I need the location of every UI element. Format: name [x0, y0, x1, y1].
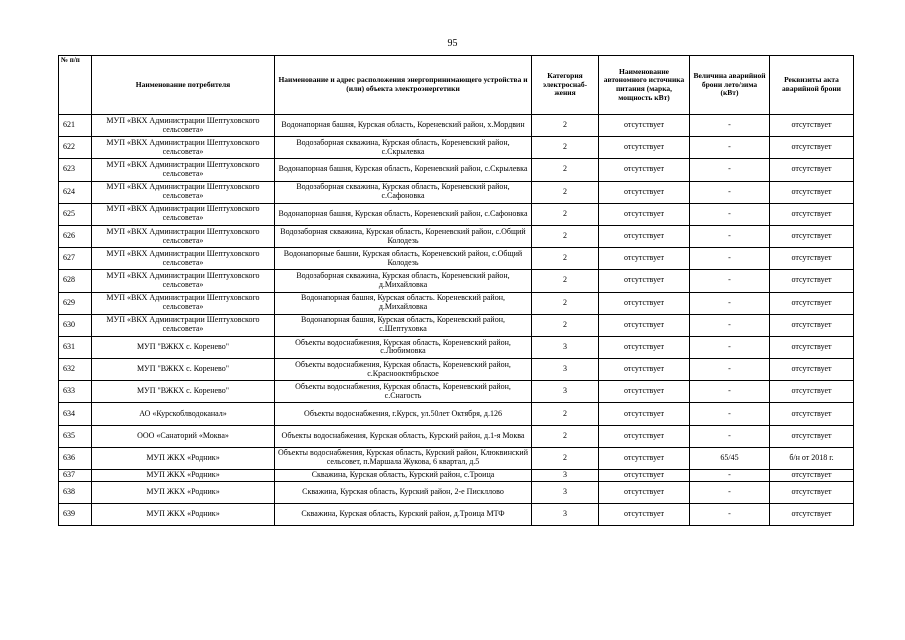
cell-reserve: -: [690, 137, 770, 159]
cell-act: отсутствует: [770, 336, 854, 358]
cell-act: отсутствует: [770, 203, 854, 225]
cell-autonomous-source: отсутствует: [599, 248, 690, 270]
cell-reserve: -: [690, 504, 770, 526]
cell-reserve: -: [690, 425, 770, 447]
cell-autonomous-source: отсутствует: [599, 403, 690, 425]
cell-number: 622: [59, 137, 92, 159]
cell-object: Скважина, Курская область, Курский район, 2-е Пискллово: [275, 482, 532, 504]
cell-act: отсутствует: [770, 225, 854, 247]
cell-object: Скважина, Курская область, Курский район, с.Троица: [275, 470, 532, 482]
header-object: Наименование и адрес расположения энергопринимающего устройства и (или) объекта электроэнергетики: [275, 56, 532, 115]
cell-category: 2: [532, 203, 599, 225]
table-row: [59, 381, 854, 403]
cell-autonomous-source: отсутствует: [599, 381, 690, 403]
cell-consumer: МУП «ВКХ Администрации Шептуховского сельсовета»: [92, 137, 275, 159]
table-row: [59, 425, 854, 447]
cell-number: 634: [59, 403, 92, 425]
cell-consumer: МУП «ВКХ Администрации Шептуховского сельсовета»: [92, 115, 275, 137]
cell-object: Водозаборная скважина, Курская область, Кореневский район, с.Общий Колодезь: [275, 225, 532, 247]
cell-object: Водозаборная скважина, Курская область, Кореневский район, с.Скрылевка: [275, 137, 532, 159]
cell-act: отсутствует: [770, 314, 854, 336]
cell-category: 2: [532, 137, 599, 159]
table-row: [59, 336, 854, 358]
cell-act: отсутствует: [770, 181, 854, 203]
cell-consumer: МУП ЖКХ «Родник»: [92, 504, 275, 526]
cell-act: отсутствует: [770, 359, 854, 381]
table-row: [59, 248, 854, 270]
cell-object: Объекты водоснабжения, Курская область, Кореневский район, с.Любимовка: [275, 336, 532, 358]
cell-number: 635: [59, 425, 92, 447]
cell-autonomous-source: отсутствует: [599, 336, 690, 358]
cell-object: Скважина, Курская область, Курский район, д.Троица МТФ: [275, 504, 532, 526]
cell-reserve: -: [690, 292, 770, 314]
table-row: [59, 359, 854, 381]
cell-autonomous-source: отсутствует: [599, 447, 690, 469]
cell-reserve: -: [690, 314, 770, 336]
cell-number: 637: [59, 470, 92, 482]
cell-object: Водонапорные башни, Курская область, Кореневский район, с.Общий Колодезь: [275, 248, 532, 270]
cell-consumer: МУП «ВКХ Администрации Шептуховского сельсовета»: [92, 314, 275, 336]
cell-autonomous-source: отсутствует: [599, 482, 690, 504]
cell-reserve: -: [690, 270, 770, 292]
cell-object: Объекты водоснабжения, Курская область, Кореневский район, с.Краснооктябрьское: [275, 359, 532, 381]
cell-consumer: МУП ЖКХ «Родник»: [92, 447, 275, 469]
cell-autonomous-source: отсутствует: [599, 115, 690, 137]
table-row: [59, 181, 854, 203]
cell-number: 630: [59, 314, 92, 336]
cell-number: 636: [59, 447, 92, 469]
cell-category: 3: [532, 336, 599, 358]
cell-category: 3: [532, 359, 599, 381]
cell-autonomous-source: отсутствует: [599, 359, 690, 381]
cell-category: 3: [532, 470, 599, 482]
cell-object: Водонапорная башня, Курская область, Кореневский район, с.Скрылевка: [275, 159, 532, 181]
cell-category: 2: [532, 248, 599, 270]
cell-consumer: МУП «ВКХ Администрации Шептуховского сельсовета»: [92, 248, 275, 270]
table-row: [59, 270, 854, 292]
cell-category: 2: [532, 403, 599, 425]
table-row: [59, 403, 854, 425]
cell-number: 639: [59, 504, 92, 526]
header-autonomous-source: Наименование автономного источника питания (марка, мощность кВт): [599, 56, 690, 115]
cell-autonomous-source: отсутствует: [599, 425, 690, 447]
cell-act: отсутствует: [770, 270, 854, 292]
table-row: [59, 470, 854, 482]
table-row: [59, 504, 854, 526]
cell-reserve: -: [690, 403, 770, 425]
cell-act: отсутствует: [770, 403, 854, 425]
table-row: [59, 203, 854, 225]
header-number: № п/п: [59, 56, 92, 115]
table-row: [59, 314, 854, 336]
cell-object: Водозаборная скважина, Курская область, Кореневский район, д.Михайловка: [275, 270, 532, 292]
table-row: [59, 137, 854, 159]
cell-category: 3: [532, 482, 599, 504]
cell-reserve: -: [690, 248, 770, 270]
header-act: Реквизиты акта аварийной брони: [770, 56, 854, 115]
cell-number: 638: [59, 482, 92, 504]
cell-act: отсутствует: [770, 137, 854, 159]
cell-consumer: МУП ЖКХ «Родник»: [92, 482, 275, 504]
cell-consumer: МУП «ВКХ Администрации Шептуховского сельсовета»: [92, 181, 275, 203]
cell-category: 2: [532, 425, 599, 447]
table-row: [59, 115, 854, 137]
cell-reserve: -: [690, 115, 770, 137]
cell-category: 2: [532, 292, 599, 314]
header-category: Категория электроснаб-жения: [532, 56, 599, 115]
cell-object: Объекты водоснабжения, Курская область, Курский район, Клюквинский сельсовет, п.Маршала Жукова, 6 квартал, д.5: [275, 447, 532, 469]
cell-reserve: 65/45: [690, 447, 770, 469]
cell-category: 2: [532, 447, 599, 469]
table-row: [59, 225, 854, 247]
cell-category: 2: [532, 314, 599, 336]
cell-reserve: -: [690, 159, 770, 181]
cell-autonomous-source: отсутствует: [599, 137, 690, 159]
cell-act: отсутствует: [770, 381, 854, 403]
page-number: 95: [447, 38, 458, 49]
cell-act: отсутствует: [770, 482, 854, 504]
cell-consumer: МУП «ВКХ Администрации Шептуховского сельсовета»: [92, 203, 275, 225]
cell-act: отсутствует: [770, 292, 854, 314]
cell-act: отсутствует: [770, 115, 854, 137]
cell-number: 621: [59, 115, 92, 137]
cell-consumer: МУП «ВКХ Администрации Шептуховского сельсовета»: [92, 270, 275, 292]
cell-reserve: -: [690, 381, 770, 403]
table-row: [59, 482, 854, 504]
cell-number: 627: [59, 248, 92, 270]
cell-act: отсутствует: [770, 504, 854, 526]
cell-object: Водозаборная скважина, Курская область, Кореневский район, с.Сафоновка: [275, 181, 532, 203]
cell-reserve: -: [690, 181, 770, 203]
table-row: [59, 292, 854, 314]
cell-number: 623: [59, 159, 92, 181]
cell-autonomous-source: отсутствует: [599, 203, 690, 225]
cell-consumer: МУП "ВЖКХ с. Коренево": [92, 336, 275, 358]
cell-autonomous-source: отсутствует: [599, 159, 690, 181]
cell-consumer: МУП "ВЖКХ с. Коренево": [92, 381, 275, 403]
cell-category: 2: [532, 181, 599, 203]
cell-consumer: МУП «ВКХ Администрации Шептуховского сельсовета»: [92, 159, 275, 181]
cell-category: 3: [532, 504, 599, 526]
cell-reserve: -: [690, 470, 770, 482]
cell-autonomous-source: отсутствует: [599, 504, 690, 526]
cell-autonomous-source: отсутствует: [599, 292, 690, 314]
cell-object: Объекты водоснабжения, Курская область, Курский район, д.1-я Моква: [275, 425, 532, 447]
cell-consumer: МУП «ВКХ Администрации Шептуховского сельсовета»: [92, 292, 275, 314]
cell-reserve: -: [690, 359, 770, 381]
cell-consumer: МУП "ВЖКХ с. Коренево": [92, 359, 275, 381]
cell-object: Водонапорная башня, Курская область, Кореневский район, с.Сафоновка: [275, 203, 532, 225]
cell-act: б/н от 2018 г.: [770, 447, 854, 469]
cell-act: отсутствует: [770, 159, 854, 181]
cell-act: отсутствует: [770, 248, 854, 270]
cell-number: 631: [59, 336, 92, 358]
cell-number: 626: [59, 225, 92, 247]
cell-autonomous-source: отсутствует: [599, 470, 690, 482]
cell-category: 2: [532, 270, 599, 292]
cell-consumer: МУП ЖКХ «Родник»: [92, 470, 275, 482]
cell-consumer: МУП «ВКХ Администрации Шептуховского сельсовета»: [92, 225, 275, 247]
cell-object: Объекты водоснабжения, г.Курск, ул.50лет Октября, д.126: [275, 403, 532, 425]
cell-object: Водонапорная башня, Курская область. Кореневский район, д.Михайловка: [275, 292, 532, 314]
table-header-row: [59, 56, 854, 115]
cell-consumer: АО «Курскоблводоканал»: [92, 403, 275, 425]
cell-category: 3: [532, 381, 599, 403]
cell-number: 628: [59, 270, 92, 292]
cell-category: 2: [532, 225, 599, 247]
header-consumer: Наименование потребителя: [92, 56, 275, 115]
cell-object: Водонапорная башня, Курская область, Кореневский район, х.Мордвин: [275, 115, 532, 137]
cell-number: 624: [59, 181, 92, 203]
cell-category: 2: [532, 115, 599, 137]
cell-number: 625: [59, 203, 92, 225]
cell-category: 2: [532, 159, 599, 181]
header-reserve: Величина аварийной брони лето/зима (кВт): [690, 56, 770, 115]
table-row: [59, 159, 854, 181]
cell-autonomous-source: отсутствует: [599, 314, 690, 336]
cell-consumer: ООО «Санаторий «Моква»: [92, 425, 275, 447]
cell-number: 629: [59, 292, 92, 314]
cell-reserve: -: [690, 225, 770, 247]
cell-reserve: -: [690, 482, 770, 504]
cell-autonomous-source: отсутствует: [599, 181, 690, 203]
cell-reserve: -: [690, 336, 770, 358]
table-row: [59, 447, 854, 469]
cell-autonomous-source: отсутствует: [599, 270, 690, 292]
cell-object: Водонапорная башня, Курская область, Кореневский район, с.Шептуховка: [275, 314, 532, 336]
cell-act: отсутствует: [770, 425, 854, 447]
cell-number: 633: [59, 381, 92, 403]
cell-object: Объекты водоснабжения, Курская область, Кореневский район, с.Снагость: [275, 381, 532, 403]
cell-autonomous-source: отсутствует: [599, 225, 690, 247]
cell-act: отсутствует: [770, 470, 854, 482]
cell-number: 632: [59, 359, 92, 381]
registry-table: [58, 55, 854, 526]
cell-reserve: -: [690, 203, 770, 225]
